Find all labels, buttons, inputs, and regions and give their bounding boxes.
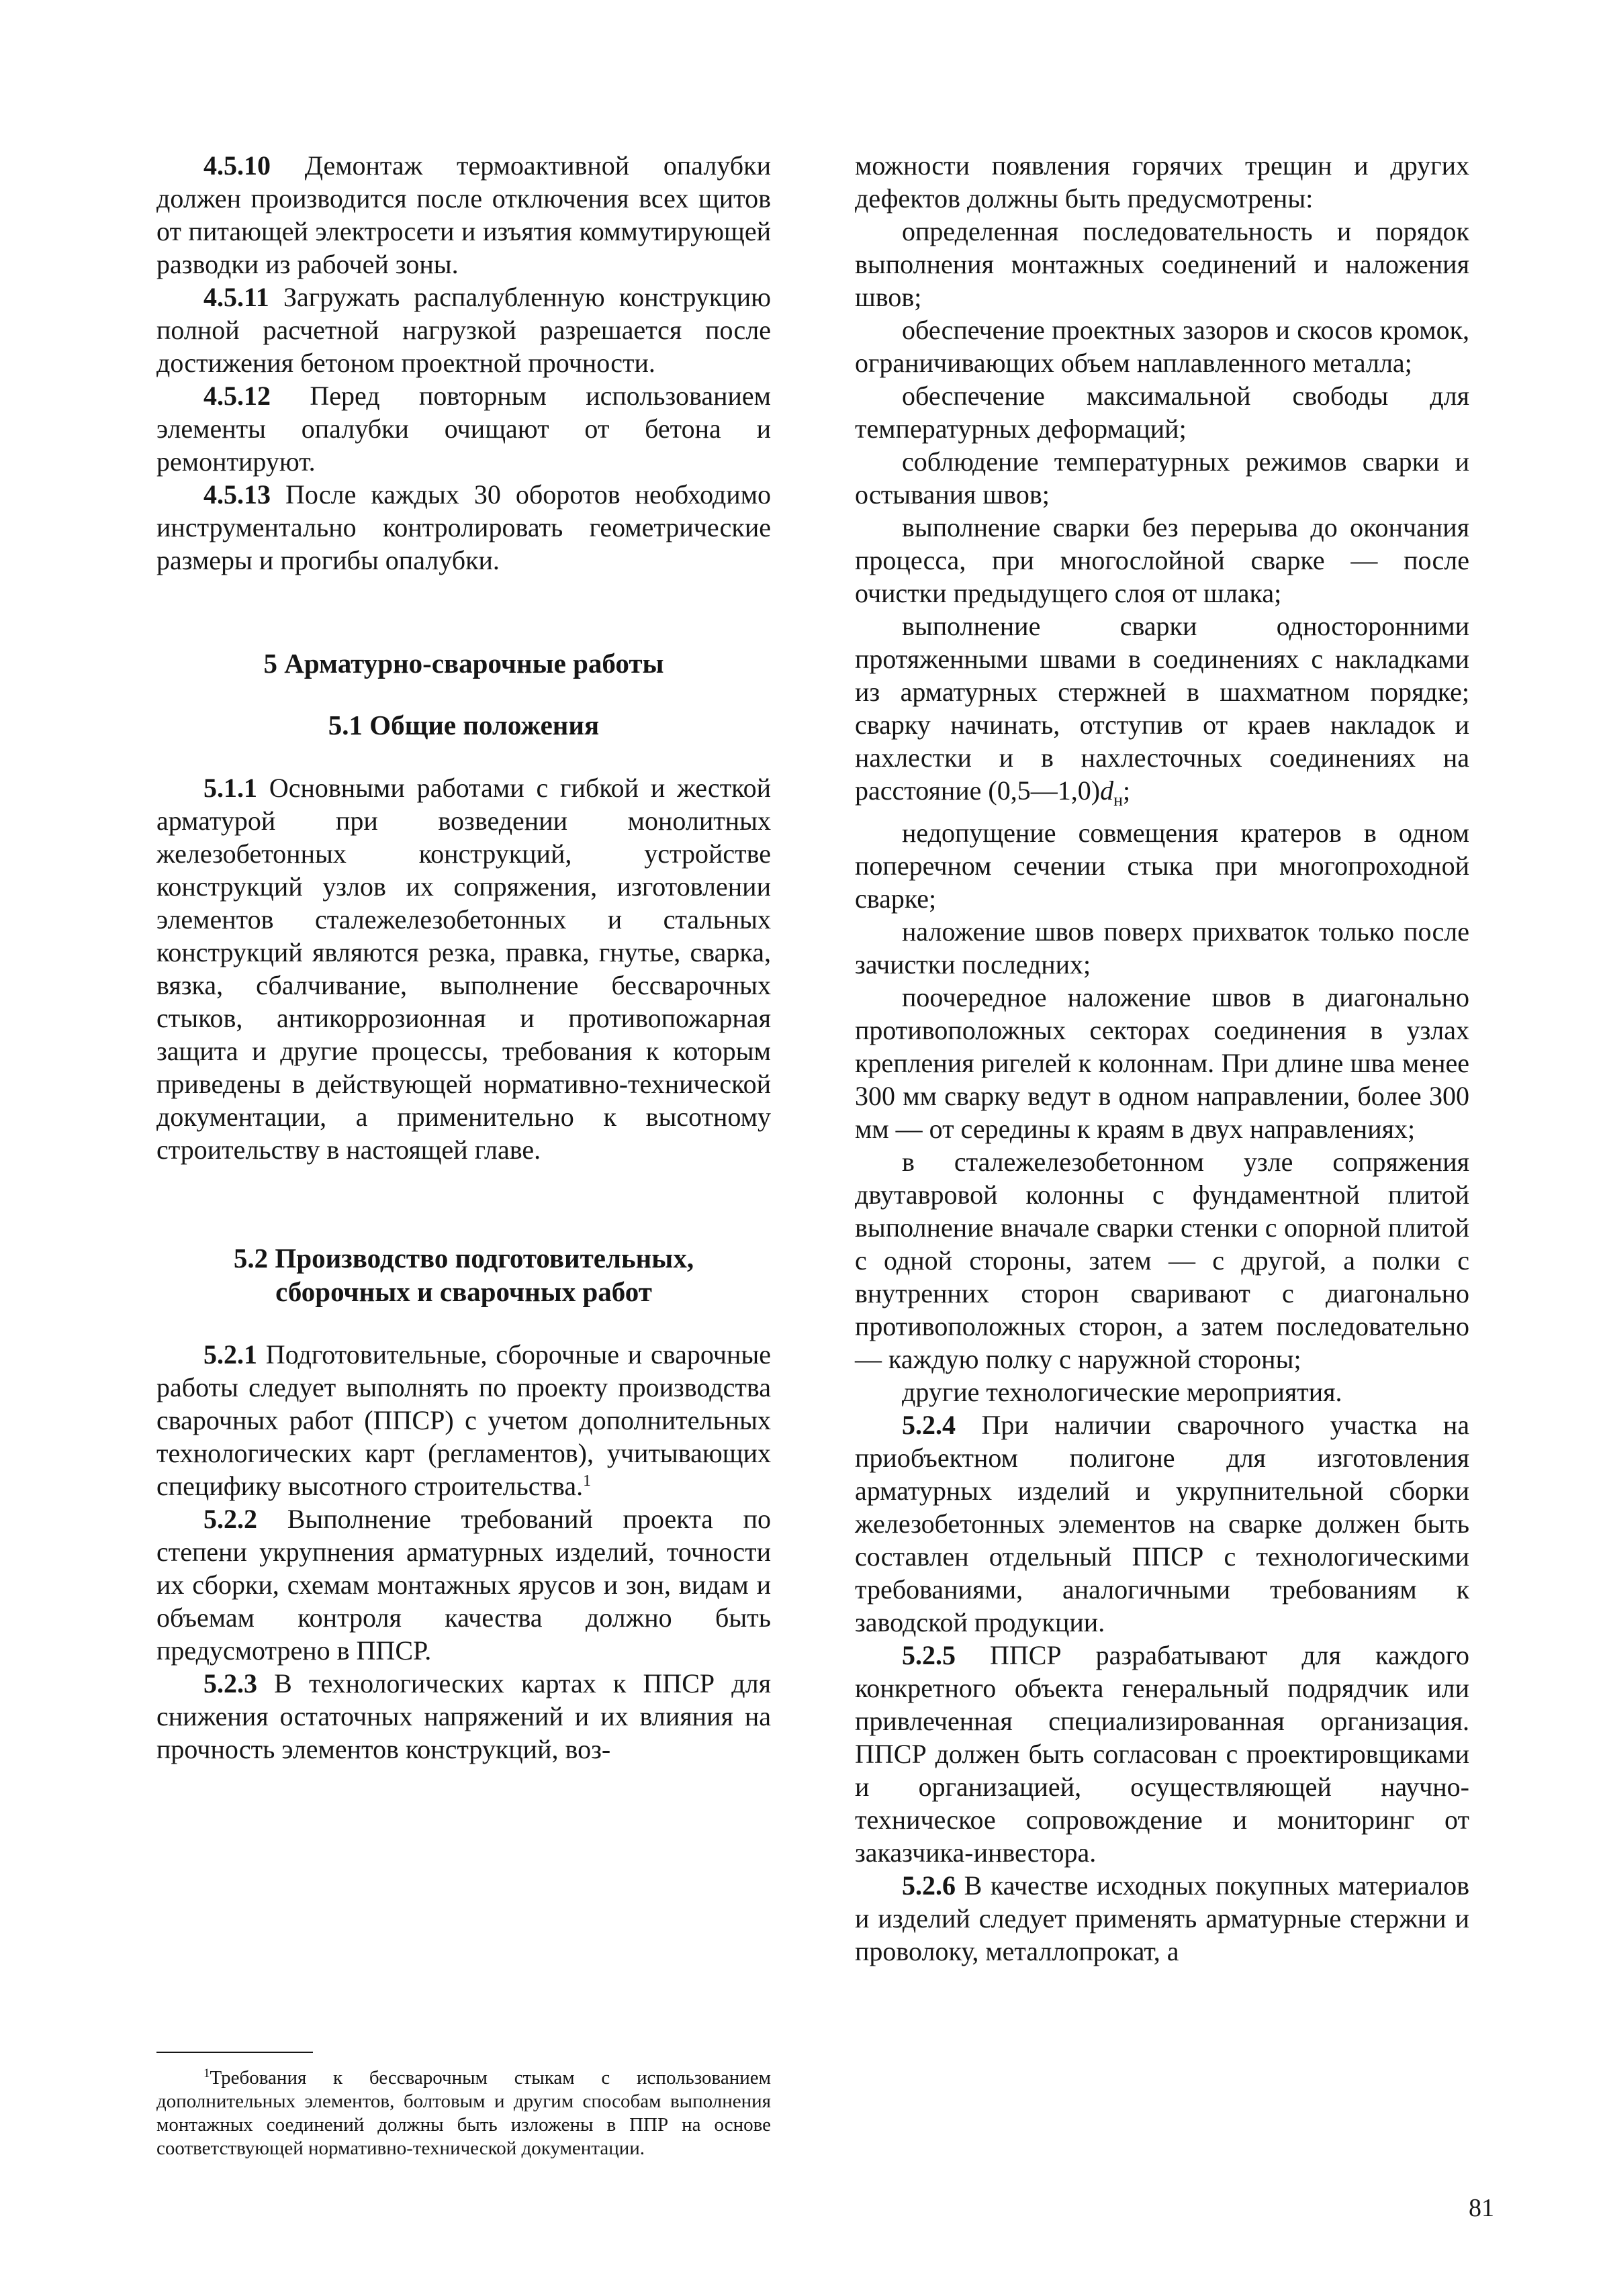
continued-paragraph: можности появления горячих трещин и других дефектов должны быть предусмотрены:: [855, 150, 1469, 213]
diameter-subscript: н: [1113, 790, 1123, 810]
clause-text: После каждых 30 оборотов необходимо инструментально контролировать геометрические размеры и прогибы опалубки.: [156, 479, 771, 575]
clause-number: 4.5.11: [203, 282, 269, 312]
footnote: [156, 2066, 771, 2160]
list-item: наложение швов поверх прихваток только после зачистки последних;: [855, 916, 1469, 979]
list-item: определенная последовательность и порядок выполнения монтажных соединений и наложения швов;: [855, 216, 1469, 312]
clause-number: 5.2.4: [902, 1410, 956, 1440]
clause-text: В технологических картах к ППСР для снижения остаточных напряжений и их влияния на прочность элементов конструкций, воз-: [156, 1668, 771, 1764]
section-5-2-heading: [156, 1241, 771, 1308]
footnote-text: Требования к бессварочным стыкам с использованием дополнительных элементов, болтовым и другим способам выполнения монтажных соединений должны быть изложены в ППР на основе соответствующей нормативно-технической документации.: [156, 2067, 771, 2159]
clause-4-5-12: [156, 379, 771, 478]
list-item-text: выполнение сварки односторонними протяженными швами в соединениях с накладками из арматурных стержней в шахматном порядке; сварку начинать, отступив от краев накладок и нахлестки и в нахлесточных соединениях на расстояние (0,5—1,0): [855, 611, 1469, 806]
section-5-1-heading: 5.1 Общие положения: [328, 710, 600, 740]
section-5-heading: 5 Арматурно-сварочные работы: [263, 648, 664, 679]
clause-text: Перед повторным использованием элементы опалубки очищают от бетона и ремонтируют.: [156, 381, 771, 477]
clause-number: 5.1.1: [203, 773, 257, 803]
list-item: соблюдение температурных режимов сварки и остывания швов;: [855, 446, 1469, 510]
page-number: 81: [1469, 2194, 1494, 2222]
clause-5-2-5: [855, 1639, 1469, 1869]
list-item: в сталежелезобетонном узле сопряжения двутавровой колонны с фундаментной плитой выполнение вначале сварки стенки с опорной плитой с одной стороны, затем — с другой, а полки с внутренних сторон сваривают с диагонально противоположных сторон, а затем последовательно — каждую полку с наружной стороны;: [855, 1147, 1469, 1374]
clause-number: 4.5.12: [203, 381, 271, 411]
clause-text: Подготовительные, сборочные и сварочные работы следует выполнять по проекту производства сварочных работ (ППСР) с учетом дополнительных технологических карт (регламентов), учитывающих специфику высотного строительства.: [156, 1339, 771, 1501]
right-column: [855, 149, 1469, 1968]
list-item: недопущение совмещения кратеров в одном поперечном сечении стыка при многопроходной сварке;: [855, 818, 1469, 914]
section-5-2-heading-line2: сборочных и сварочных работ: [275, 1276, 652, 1307]
clause-text: ППСР разрабатывают для каждого конкретного объекта генеральный подрядчик или привлеченная специализированная организация. ППСР должен быть согласован с проектировщиками и организацией, осуществляющей научно-техническое сопровождение и мониторинг от заказчика-инвестора.: [855, 1640, 1469, 1868]
footnote-ref: 1: [583, 1472, 592, 1490]
list-item: обеспечение проектных зазоров и скосов кромок, ограничивающих объем наплавленного металла;: [855, 315, 1469, 378]
clause-4-5-10: [156, 149, 771, 281]
clause-5-2-1: [156, 1338, 771, 1502]
clause-number: 5.2.1: [203, 1339, 257, 1370]
clause-5-1-1: [156, 771, 771, 1166]
clause-number: 4.5.10: [203, 150, 271, 181]
clause-number: 5.2.2: [203, 1504, 257, 1534]
clause-text: Демонтаж термоактивной опалубки должен производится после отключения всех щитов от питающей электросети и изъятия коммутирующей разводки из рабочей зоны.: [156, 150, 771, 279]
list-item: поочередное наложение швов в диагонально противоположных секторах соединения в узлах крепления ригелей к колоннам. При длине шва менее 300 мм сварку ведут в одном направлении, более 300 мм — от середины к краям в двух направлениях;: [855, 982, 1469, 1144]
footnote-marker: 1: [203, 2066, 210, 2080]
clause-4-5-13: [156, 478, 771, 577]
clause-number: 5.2.6: [902, 1870, 956, 1901]
list-item: [855, 610, 1469, 816]
clause-number: 5.2.3: [203, 1668, 257, 1699]
left-column: [156, 149, 771, 1766]
section-5-2-heading-line1: 5.2 Производство подготовительных,: [233, 1243, 694, 1274]
clause-number: 4.5.13: [203, 479, 271, 510]
clause-5-2-2: [156, 1502, 771, 1667]
clause-text: В качестве исходных покупных материалов и изделий следует применять арматурные стержни и проволоку, металлопрокат, а: [855, 1870, 1469, 1966]
clause-number: 5.2.5: [902, 1640, 956, 1670]
clause-text: Выполнение требований проекта по степени укрупнения арматурных изделий, точности их сборки, схемам монтажных ярусов и зон, видам и объемам контроля качества должно быть предусмотрено в ППСР.: [156, 1504, 771, 1666]
clause-text: Загружать распалубленную конструкцию полной расчетной нагрузкой разрешается после достижения бетоном проектной прочности.: [156, 282, 771, 378]
diameter-symbol: d: [1100, 775, 1114, 806]
clause-5-2-6: [855, 1869, 1469, 1968]
list-item: обеспечение максимальной свободы для температурных деформаций;: [855, 381, 1469, 444]
list-item: выполнение сварки без перерыва до окончания процесса, при многослойной сварке — после очистки предыдущего слоя от шлака;: [855, 512, 1469, 608]
list-item: другие технологические мероприятия.: [902, 1377, 1342, 1407]
clause-text: Основными работами с гибкой и жесткой арматурой при возведении монолитных железобетонных конструкций, устройстве конструкций узлов их сопряжения, изготовлении элементов сталежелезобетонных и стальных конструкций являются резка, правка, гнутье, сварка, вязка, сбалчивание, выполнение бессварочных стыков, антикоррозионная и противопожарная защита и другие процессы, требования к которым приведены в действующей нормативно-технической документации, а применительно к высотному строительству в настоящей главе.: [156, 773, 771, 1165]
clause-text: При наличии сварочного участка на приобъектном полигоне для изготовления арматурных изделий и укрупнительной сборки железобетонных элементов на сварке должен быть составлен отдельный ППСР с технологическими требованиями, аналогичными требованиям к заводской продукции.: [855, 1410, 1469, 1637]
clause-5-2-3: [156, 1667, 771, 1766]
list-item-tail: ;: [1122, 775, 1131, 806]
clause-5-2-4: [855, 1408, 1469, 1639]
clause-4-5-11: [156, 281, 771, 379]
footnote-divider: [156, 2052, 313, 2053]
